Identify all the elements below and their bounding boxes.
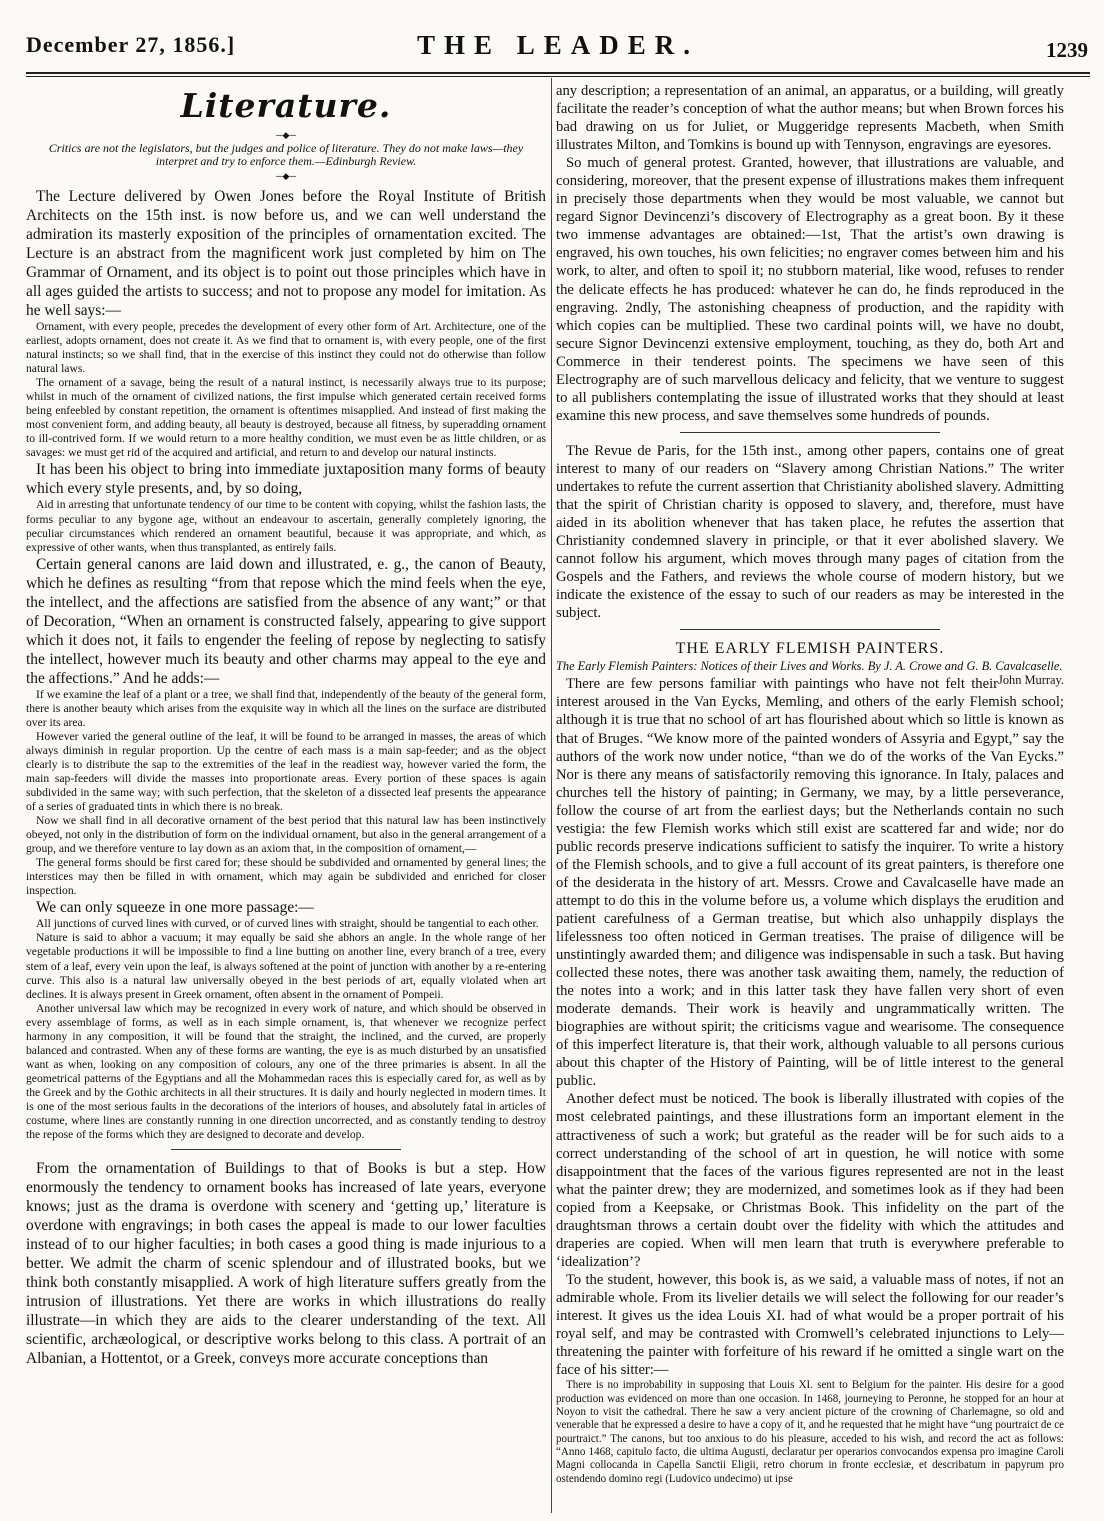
article-paragraph: The Revue de Paris, for the 15th inst., among other papers, contains one of great interest to many of our readers on “Slavery among Christian Nations.” The writer undertakes to refute the current assertion that Christianity abolished slavery. Admitting that the spirit of Christian charity is opposed to slavery, and, therefore, must have aided in its abolition whenever that has taken place, he refutes the assertion that Christianity condemned slavery in principle, or that it ever abolished slavery. We cannot follow his argument, which moves through many pages of citation from the Gospels and the Fathers, and reviews the whole course of modern history, but we indicate the existence of the essay to such of our readers as may be interested in the subject.: [556, 442, 1064, 622]
block-quote: However varied the general outline of the leaf, it will be found to be arranged in masses, the areas of which always diminish in regular proportion. Up the centre of each mass is a main sap-feeder; and as the object clearly is to distribute the sap to the extremities of the leaf in the readiest way, however varied the form, the main sap-feeders will divide the masses into proportionate areas. Every portion of these spaces is again subdivided in the same way; with such perfection, that the skeleton of a dissected leaf presents the appearance of a series of graduated tints in which there is no break.: [26, 729, 546, 814]
block-quote: Ornament, with every people, precedes the development of every other form of Art. Architecture, one of the earliest, adopts ornament, does not create it. As we find that to ornament is, with every people, one of the first natural instincts; so we shall find, that in the exercise of this instinct they could not do otherwise than follow natural laws.: [26, 320, 546, 376]
review-book-title: The Early Flemish Painters: Notices of their Lives and Works. By J. A. Crowe and G. B. Cavalcaselle.: [556, 659, 1063, 674]
section-separator: [680, 432, 940, 433]
block-quote: All junctions of curved lines with curved, or of curved lines with straight, should be tangential to each other.: [36, 917, 539, 931]
masthead-rule-bottom: [26, 76, 1090, 77]
masthead: [26, 28, 1090, 72]
block-quote: Another universal law which may be recognized in every work of nature, and which should be observed in every assemblage of forms, as well as in each simple ornament, is, that whenever we recognize perfect harmony in any composition, it will be found that the straight, the inclined, and the curved, are properly balanced and contrasted. When any of these forms are wanting, the eye is as much disturbed by an unsatisfied want as when, looking on any composition of colours, any one of the three primaries is absent. In all the geometrical patterns of the Egyptians and all the Mohammedan races this is especially cared for, as well as by the Greek and by the Gothic architects in all their structures. It is daily and hourly neglected in modern times. It is one of the most serious faults in the decorations of the interiors of houses, and absolutely fatal in articles of costume, where lines are constantly running in one direction uncorrected, and as constantly tending to destroy the repose of the forms which they are designed to decorate and develop.: [26, 1001, 546, 1142]
article-paragraph: Certain general canons are laid down and illustrated, e. g., the canon of Beauty, which he defines as resulting “from that repose which the mind feels when the eye, the intellect, and the affections are satisfied from the absence of any want;” or that of Decoration, “When an ornament is constructed falsely, appearing to give support which it does not, it fails to engender the feeling of repose by neglecting to satisfy the intellect, however much its beauty and other charms may appeal to the eye and the affections.” And he adds:—: [26, 555, 546, 687]
ornament-bottom: ─◆─: [276, 171, 296, 181]
article-paragraph: We can only squeeze in one more passage:—: [36, 899, 314, 917]
ornament-top: ─◆─: [276, 130, 296, 140]
article-paragraph: From the ornamentation of Buildings to that of Books is but a step. How enormously the tendency to ornament books has increased of late years, everyone knows; just as the drama is overdone with scenery and ‘getting up,’ literature is overdone with engravings; in both cases the appeal is made to our lower faculties instead of to our higher faculties; in both cases a good thing is made injurious to a better. We admit the charm of scenic splendour and of illustrated books, but we think both constantly misapplied. A work of high literature suffers greatly from the intrusion of illustrations. Yet there are works in which illustrations do really illustrate—in which they are aids to the clearer understanding of the text. All scientific, archæological, or descriptive works belong to this class. A portrait of an Albanian, a Hottentot, or a Greek, conveys more accurate conceptions than: [26, 1160, 546, 1368]
section-separator: [171, 1149, 401, 1150]
block-quote: Nature is said to abhor a vacuum; it may equally be said she abhors an angle. In the whole range of her vegetable productions it will be impossible to find a line butting on another line, every branch of a tree, every stem of a leaf, every vein upon the leaf, is always softened at the point of junction with another by a re-entering curve. This also is a natural law universally obeyed in the best periods of art, equally violated when art declines. It is always present in Greek ornament, often absent in the ornament of Pompeii.: [26, 931, 546, 1001]
article-paragraph: Another defect must be noticed. The book is liberally illustrated with copies of the most celebrated paintings, and these illustrations form an important element in the attractiveness of such a work; but grateful as the reader will be for such aids to a correct understanding of the school of art in question, he will notice with some disappointment that the faces of the various figures represented are not in the least what the painter drew; they are modernized, and sometimes look as if they had been copied from a Keepsake, or Christmas Book. This infidelity on the part of the draughtsman throws a certain doubt over the fidelity with which the attitudes and draperies are copied. When will men learn that truth is everywhere preferable to ‘idealization’?: [556, 1091, 1064, 1270]
review-title: THE EARLY FLEMISH PAINTERS.: [675, 640, 945, 658]
column-divider: [551, 78, 552, 1513]
article-paragraph: The Lecture delivered by Owen Jones before the Royal Institute of British Architects on the 15th inst. is now before us, and we can well understand the admiration its masterly exposition of the principles of ornamentation excited. The Lecture is an abstract from the magnificent work just completed by him on The Grammar of Ornament, and its object is to point out those principles which have in all ages guided the artists to success; and not to propose any model for imitation. As he well says:—: [26, 188, 546, 319]
block-quote: Aid in arresting that unfortunate tendency of our time to be content with copying, whilst the fashion lasts, the forms peculiar to any bygone age, without an endeavour to ascertain, generally completely ignoring, the peculiar circumstances which rendered an ornament beautiful, because it was appropriate, and which, as expressive of other wants, when thus transplanted, as entirely fails.: [26, 498, 546, 554]
newspaper-title: THE LEADER.: [416, 30, 700, 60]
section-motto: Critics are not the legislators, but the judges and police of literature. They do not make laws—they interpret and try to enforce them.—Edinburgh Review.: [48, 141, 524, 168]
block-quote: Now we shall find in all decorative ornament of the best period that this natural law has been instinctively obeyed, not only in the distribution of form on the individual ornament, but also in the general arrangement of a group, and we therefore venture to lay down as an axiom that, in the composition of ornament,—: [26, 814, 546, 856]
block-quote: If we examine the leaf of a plant or a tree, we shall find that, independently of the beauty of the general form, there is another beauty which arises from the exquisite way in which all the lines on the surface are distributed over its area.: [26, 687, 546, 729]
article-paragraph: It has been his object to bring into immediate juxtaposition many forms of beauty which every style presents, and, by so doing,: [26, 461, 546, 498]
article-paragraph: There are few persons familiar with paintings who have not felt their interest aroused in the Van Eycks, Memling, and others of the early Flemish school; although it is true that no school of art has flourished about which so little is known as that of Bruges. “We know more of the painted wonders of Assyria and Egypt,” say the authors of the work now under notice, “than we do of the works of the Van Eycks.” Nor is there any means of satisfactorily removing this ignorance. In Italy, palaces and churches tell the history of painting; in Germany, we may, by a little perseverance, follow the course of art from the earliest days; but the Netherlands contain no such vestigia: the few Flemish works which still exist are scattered far and wide; nor do public records preserve indications sufficient to satisfy the inquirer. To write a history of the Flemish schools, and to give a full account of its great painters, is therefore one of the desiderata in the history of art. Messrs. Crowe and Cavalcaselle have made an attempt to do this in the volume before us, a volume which displays the erudition and patient carefulness of a German treatise, but which also unhappily displays the lifelessness too often noticed in German treatises. The praise of diligence will be unstintingly awarded them; and diligence was indispensable in such a task. But having collected these notes, there was another task awaiting them, namely, the reduction of the notes into a work; and in this latter task they have fallen very short of even moderate demands. Their work is heavily and ungrammatically written. The biographies are without spirit; the criticisms vague and wearisome. The consequence of this imperfect literature is, that their work, although valuable to all persons curious about this chapter of the History of Painting, will be of little interest to the general public.: [556, 676, 1064, 1090]
issue-date: December 27, 1856.]: [26, 32, 236, 57]
block-quote: The general forms should be first cared for; these should be subdivided and ornamented by general lines; the interstices may then be filled in with ornament, which may again be subdivided and enriched for closer inspection.: [26, 856, 546, 898]
left-column: [26, 82, 546, 1368]
article-paragraph: So much of general protest. Granted, however, that illustrations are valuable, and considering, moreover, that the present expense of illustrations makes them infrequent in precisely those departments when they would be most valuable, we cannot but regard Signor Devincenzi’s discovery of Electrography as a great boon. By it these two immense advantages are obtained:—1st, That the artist’s own drawing is engraved, his own touches, his own felicities; no engraver comes between him and his work, to alter, and often to spoil it; no stubborn material, like wood, refuses to render the delicate effects he has produced: whatever he can do, he finds reproduced in the engraving. 2ndly, The astonishing cheapness of production, and the rapidity with which copies can be multiplied. These two cardinal points will, we have no doubt, secure Signor Devincenzi extensive employment, touching, as they do, both Art and Commerce in their tenderest points. The specimens we have seen of this Electrography are of such marvellous delicacy and felicity, that we venture to suggest to all publishers contemplating the issue of illustrated works that they should at least examine this new process, and save themselves some hundreds of pounds.: [556, 155, 1064, 424]
masthead-rule-top: [26, 72, 1090, 74]
section-title: Literature.: [180, 86, 392, 125]
page-number: 1239: [1046, 38, 1088, 62]
block-quote: The ornament of a savage, being the result of a natural instinct, is necessarily always true to its purpose; whilst in much of the ornament of civilized nations, the first impulse which generated certain received forms being enfeebled by constant repetition, the ornament is oftentimes misapplied. And instead of first making the most convenient form, and adding beauty, all beauty is destroyed, because all fitness, by superadding ornament to ill-contrived form. If we would return to a more healthy condition, we must even be as little children, or as savages: we must get rid of the acquired and artificial, and return to and develop our natural instincts.: [26, 376, 546, 460]
block-quote: There is no improbability in supposing that Louis XI. sent to Belgium for the painter. His desire for a good production was evidenced on more than one occasion. In 1468, journeying to Peronne, he stopped for an hour at Noyon to visit the cathedral. There he saw a very ancient picture of the crowning of Charlemagne, so old and venerable that he expressed a desire to have a copy of it, and he requested that he might have “ung pourtraict de ce pourtraict.” The canons, but too anxious to do his pleasure, acceded to his wish, and record the act as follows: “Anno 1468, capitulo facto, die ultima Augusti, declaratur per operarios convocandos expensa pro imagine Caroli Magni collocanda in Capella Sanctii Eligii, retro chorum in fronte ecclesiæ, et describatum in papyrum pro ostendendo domino regi (Ludovico undecimo) ut ipse: [556, 1379, 1064, 1485]
review-bibliography: [556, 659, 1064, 688]
right-column: [556, 82, 1064, 1486]
article-paragraph: To the student, however, this book is, as we said, a valuable mass of notes, if not an admirable whole. From its livelier details we will select the following for our reader’s interest. It gives us the idea Louis XI. had of what would be a proper portrait of his royal self, and may be contrasted with Cromwell’s celebrated injunctions to Lely—threatening the painter with forfeiture of his reward if he omitted a single wart on the face of his sitter:—: [556, 1271, 1064, 1379]
review-publisher: John Murray.: [998, 673, 1064, 688]
article-paragraph: any description; a representation of an animal, an apparatus, or a building, will greatly facilitate the reader’s conception of what the author means; but when Brown forces his bad drawing on us for Juliet, or Muggeridge represents Macbeth, when Smith illustrates Milton, and Tomkins is bound up with Tennyson, engravings are eyesores.: [556, 83, 1064, 154]
section-separator: [680, 629, 940, 630]
